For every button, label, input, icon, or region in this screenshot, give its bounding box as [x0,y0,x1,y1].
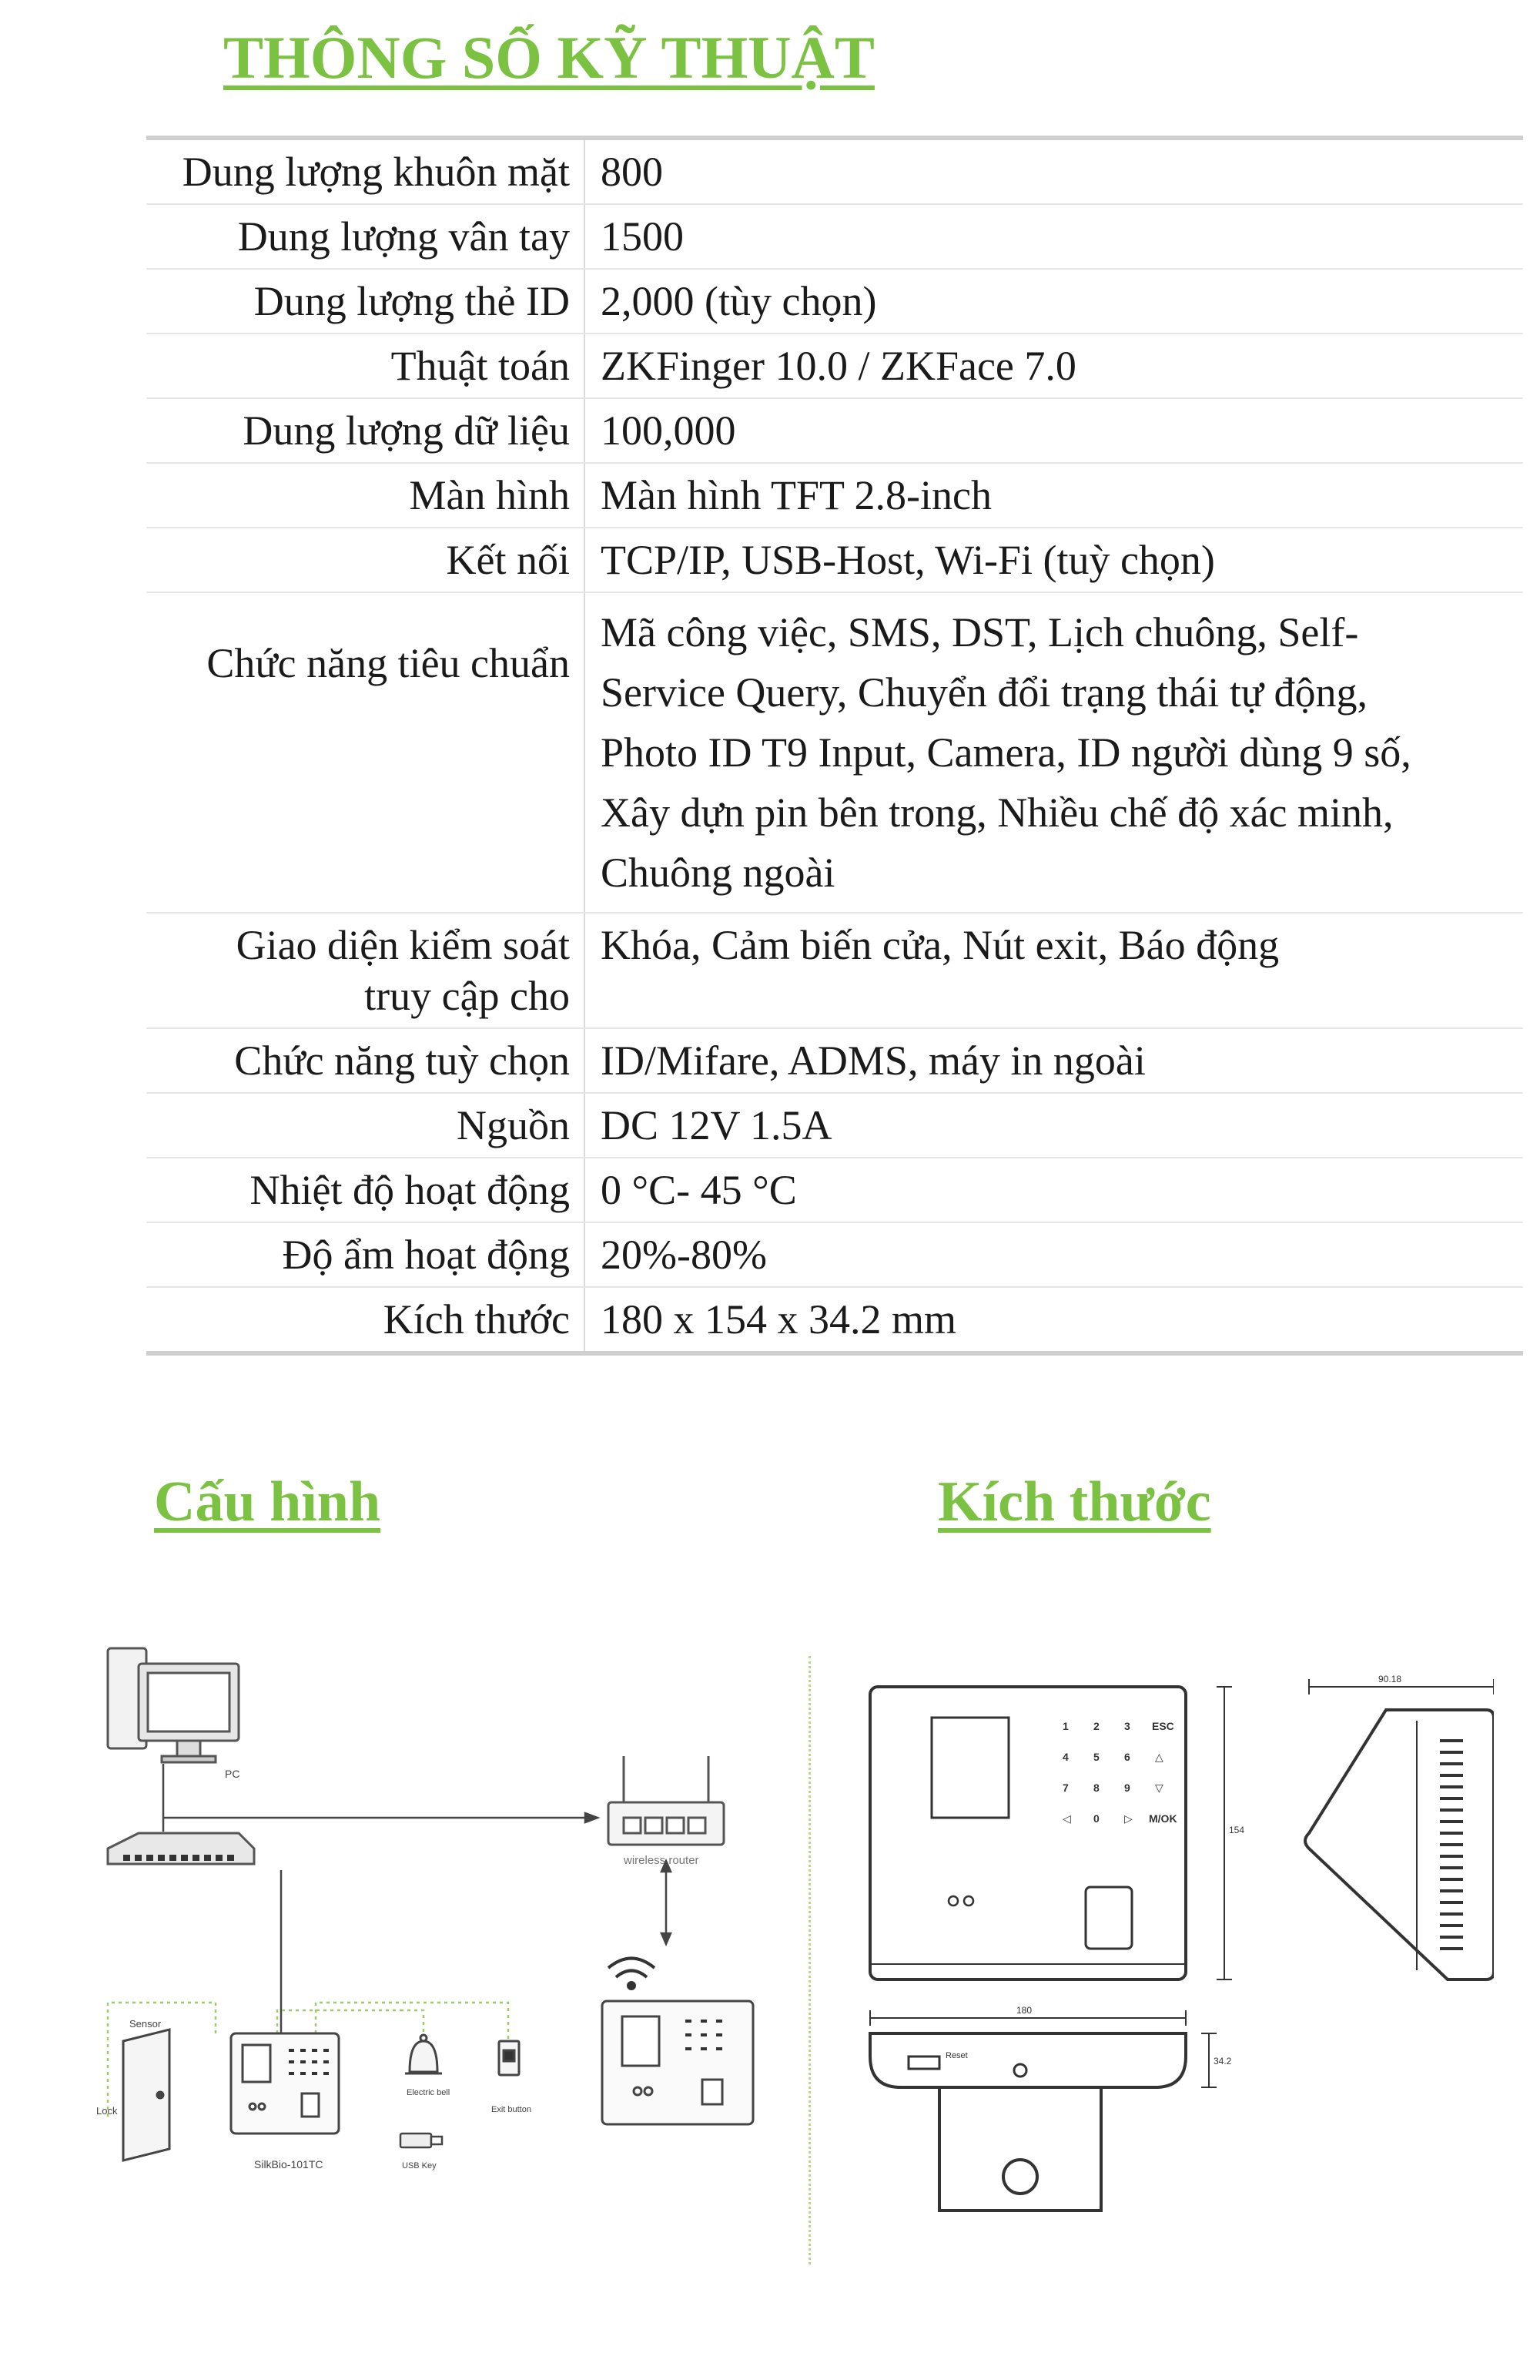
spec-label: Thuật toán [146,334,585,397]
svg-text:1: 1 [1063,1720,1069,1732]
side-depth-value: 90.18 [1378,1674,1402,1684]
spec-label: Dung lượng dữ liệu [146,399,585,462]
device-label: SilkBio-101TC [254,2158,323,2170]
svg-text:8: 8 [1093,1782,1100,1794]
table-row [146,1288,1523,1351]
spec-value: ID/Mifare, ADMS, máy in ngoài [601,1037,1146,1084]
table-row [146,913,1523,1029]
door-icon [123,2030,169,2160]
lock-label: Lock [96,2105,118,2117]
spec-label: Dung lượng thẻ ID [146,270,585,333]
svg-text:▽: ▽ [1155,1782,1163,1794]
svg-text:7: 7 [1063,1782,1069,1794]
configuration-diagram [92,1641,785,2195]
dims-heading: Kích thước [938,1470,1211,1534]
depth-value: 34.2 [1214,2056,1232,2067]
pc-icon [108,1648,239,1762]
table-row [146,1223,1523,1288]
spec-label: Chức năng tuỳ chọn [146,1029,585,1092]
spec-label: Độ ẩm hoạt động [146,1223,585,1286]
network-switch-icon [108,1833,254,1864]
spec-label: Dung lượng khuôn mặt [146,140,585,203]
svg-text:◁: ◁ [1063,1812,1071,1825]
front-view [870,1687,1186,1979]
sensor-label: Sensor [129,2018,162,2030]
spec-label: Giao diện kiểm soát truy cập cho [146,913,585,1027]
svg-text:9: 9 [1124,1782,1130,1794]
pc-label: PC [225,1768,240,1780]
svg-text:4: 4 [1063,1751,1069,1763]
spec-label: Dung lượng vân tay [146,205,585,268]
spec-value: 100,000 [601,407,736,454]
wifi-icon [608,1959,654,1989]
table-row [146,140,1523,205]
spec-value: TCP/IP, USB-Host, Wi-Fi (tuỳ chọn) [601,537,1215,583]
usb-key-label: USB Key [402,2161,437,2170]
svg-text:ESC: ESC [1152,1720,1174,1732]
table-row [146,464,1523,528]
router-label: wireless router [624,1854,699,1867]
side-view [1305,1710,1494,1979]
spec-value: 2,000 (tùy chọn) [601,278,877,324]
svg-text:3: 3 [1124,1720,1130,1732]
svg-text:5: 5 [1093,1751,1100,1763]
spec-value: 0 °C- 45 °C [601,1167,797,1213]
spec-value: Khóa, Cảm biến cửa, Nút exit, Báo động [601,922,1280,968]
table-row [146,1029,1523,1094]
spec-value: 1500 [601,213,684,260]
spec-value: Mã công việc, SMS, DST, Lịch chuông, Self- Service Query, Chuyển đổi trạng thái tự động, Photo ID T9 Input, Camera, ID người dùng 9 số, Xây dựn pin bên trong, Nhiều chế độ xác minh, Chuông ngoài [601,609,1411,896]
svg-text:M/OK: M/OK [1149,1812,1177,1825]
table-row [146,1158,1523,1223]
spec-label: Nguồn [146,1094,585,1157]
dimensions-diagram [847,1656,1494,2241]
electric-bell-icon [405,2035,442,2073]
exit-button-label: Exit button [491,2105,531,2114]
table-row [146,270,1523,334]
height-value: 154 [1229,1825,1245,1835]
spec-value: 800 [601,149,663,195]
reset-label: Reset [946,2051,968,2060]
exit-button-icon [499,2041,519,2075]
svg-text:0: 0 [1093,1812,1100,1825]
spec-label: Kết nối [146,528,585,592]
spec-value: DC 12V 1.5A [601,1102,832,1148]
usb-key-icon [400,2134,442,2147]
spec-label: Kích thước [146,1288,585,1351]
width-value: 180 [1016,2005,1033,2016]
svg-text:2: 2 [1093,1720,1100,1732]
table-row [146,334,1523,399]
table-row [146,399,1523,464]
table-row [146,528,1523,593]
spec-table [146,136,1523,1356]
spec-label: Màn hình [146,464,585,527]
spec-value: 20%-80% [601,1232,767,1278]
bottom-view [870,2033,1186,2211]
silkbio-device-icon [231,2033,339,2134]
spec-label: Nhiệt độ hoạt động [146,1158,585,1222]
table-row [146,593,1523,913]
table-row [146,1094,1523,1158]
wireless-device-icon [602,2001,753,2124]
page-title: THÔNG SỐ KỸ THUẬT [223,24,875,91]
spec-value: 180 x 154 x 34.2 mm [601,1296,957,1343]
electric-bell-label: Electric bell [407,2088,450,2097]
spec-label: Chức năng tiêu chuẩn [146,593,585,912]
table-row [146,205,1523,270]
wireless-router-icon [608,1756,724,1845]
section-divider [808,1656,811,2264]
network-lines [163,1764,671,2033]
svg-text:6: 6 [1124,1751,1130,1763]
spec-value: ZKFinger 10.0 / ZKFace 7.0 [601,343,1076,389]
svg-text:▷: ▷ [1124,1812,1133,1825]
config-heading: Cấu hình [154,1470,381,1534]
spec-value: Màn hình TFT 2.8-inch [601,472,992,518]
svg-text:△: △ [1155,1751,1163,1763]
